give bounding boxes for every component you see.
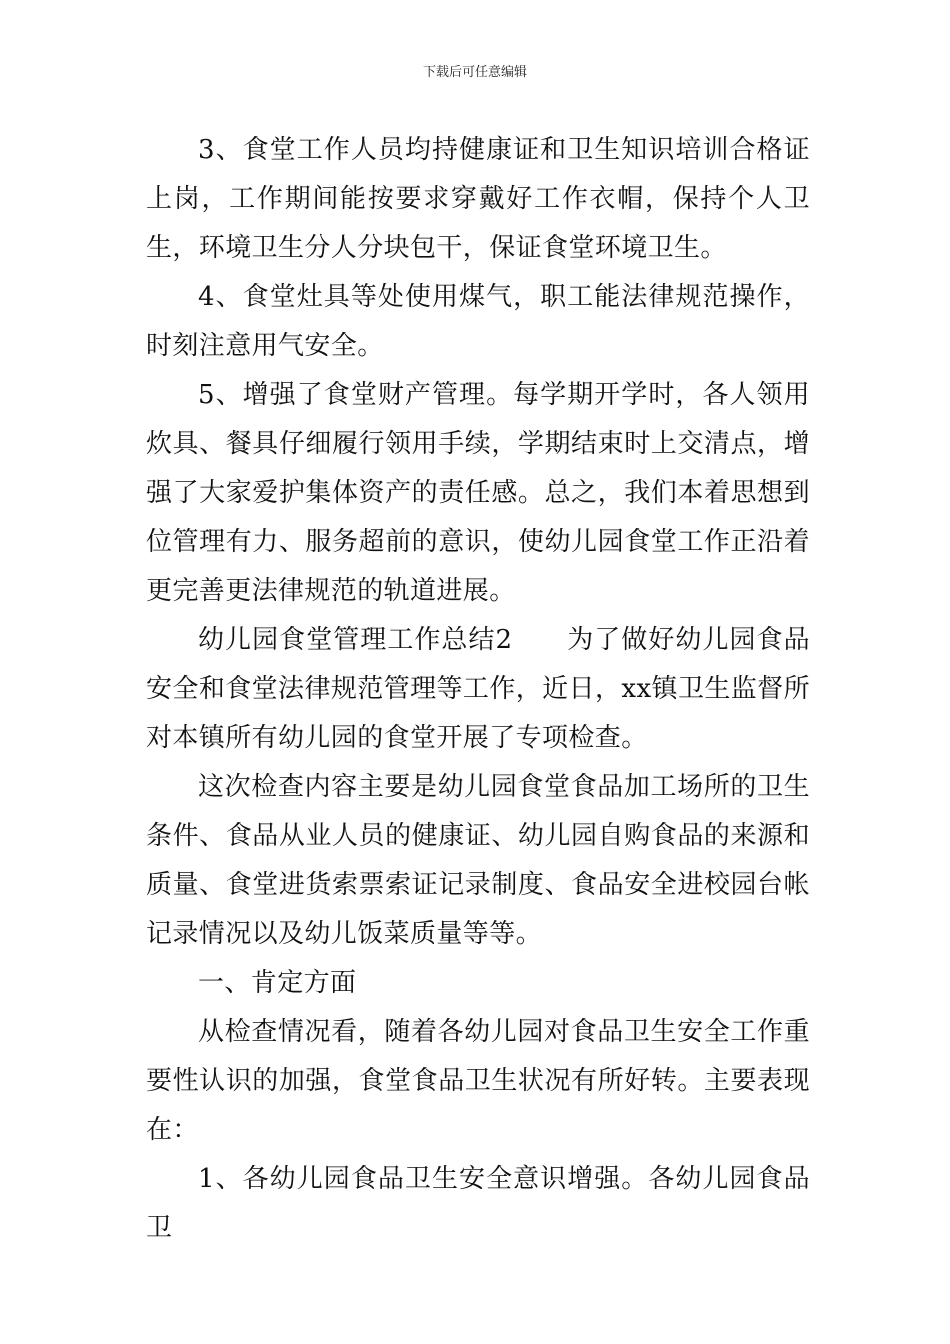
paragraph: 5、增强了食堂财产管理。每学期开学时，各人领用炊具、餐具仔细履行领用手续，学期结束时上交清点，增强了大家爱护集体资产的责任感。总之，我们本着思想到位管理有力、服务超前的意识，使幼儿园食堂工作正沿着更完善更法律规范的轨道进展。	[146, 380, 810, 606]
page-header: 下载后可任意编辑	[422, 65, 527, 80]
section-summary-2: 幼儿园食堂管理工作总结2 为了做好幼儿园食品安全和食堂法律规范管理等工作，近日，xx镇卫生监督所对本镇所有幼儿园的食堂开展了专项检查。	[146, 625, 810, 753]
paragraph: 这次检查内容主要是幼儿园食堂食品加工场所的卫生条件、食品从业人员的健康证、幼儿园自购食品的来源和质量、食堂进货索票索证记录制度、食品安全进校园台帐记录情况以及幼儿饭菜质量等等。	[146, 772, 810, 949]
section-heading: 一、肯定方面	[198, 968, 357, 998]
paragraph: 4、食堂灶具等处使用煤气，职工能法律规范操作，时刻注意用气安全。	[146, 282, 810, 361]
paragraph: 从检查情况看，随着各幼儿园对食品卫生安全工作重要性认识的加强，食堂食品卫生状况有所好转。主要表现在：	[146, 1017, 810, 1145]
paragraph: 3、食堂工作人员均持健康证和卫生知识培训合格证上岗，工作期间能按要求穿戴好工作衣帽，保持个人卫生，环境卫生分人分块包干，保证食堂环境卫生。	[146, 135, 810, 263]
document-body	[146, 126, 810, 1253]
paragraph: 1、各幼儿园食品卫生安全意识增强。各幼儿园食品卫	[146, 1164, 810, 1243]
